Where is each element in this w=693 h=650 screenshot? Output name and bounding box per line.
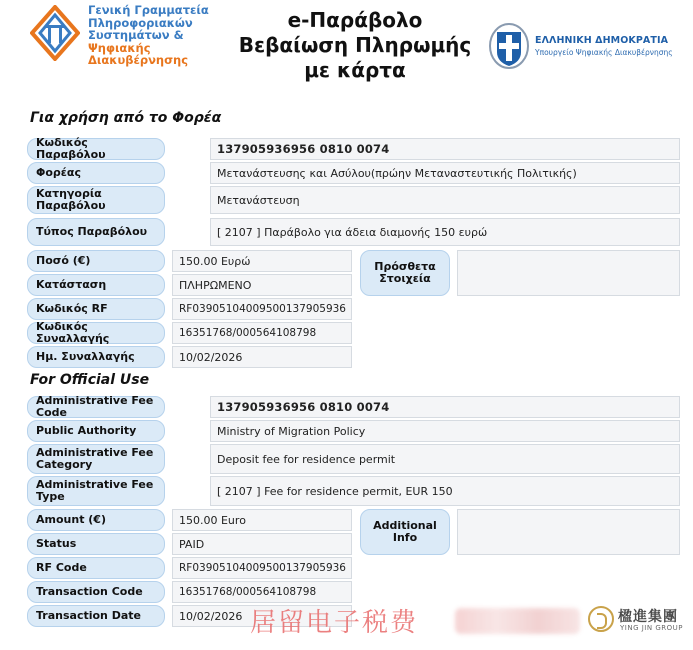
type-label-gr: Τύπος Παραβόλου (27, 218, 165, 246)
gr-subtitle: Υπουργείο Ψηφιακής Διακυβέρνησης (535, 48, 673, 57)
greek-section-title: Για χρήση από το Φορέα (30, 110, 222, 126)
yingjin-logo-icon (588, 606, 614, 632)
status-label-gr: Κατάσταση (27, 274, 165, 296)
title-line-3: με κάρτα (304, 58, 406, 82)
gsis-logo-icon (30, 5, 80, 61)
english-section-title: For Official Use (30, 372, 150, 388)
gr-title: ΕΛΛΗΝΙΚΗ ΔΗΜΟΚΡΑΤΙΑ (535, 35, 669, 46)
greek-coat-of-arms-icon (488, 22, 530, 70)
fee-code-label-gr: Κωδικός Παραβόλου (27, 138, 165, 160)
authority-label-gr: Φορέας (27, 162, 165, 184)
gsis-name (88, 4, 228, 67)
extra-info-value-gr (457, 250, 680, 296)
gsis-line-2: Πληροφοριακών (88, 15, 193, 30)
status-value-gr: ΠΛΗΡΩΜΕΝΟ (172, 274, 352, 296)
gsis-line-1: Γενική Γραμματεία (88, 3, 209, 17)
type-label-en: Administrative Fee Type (27, 476, 165, 506)
category-label-en: Administrative Fee Category (27, 444, 165, 474)
txn-date-label-gr: Ημ. Συναλλαγής (27, 346, 165, 368)
rf-value-en: RF03905104009500137905936 (172, 557, 352, 579)
category-value-gr: Μετανάστευση (210, 186, 680, 214)
amount-label-gr: Ποσό (€) (27, 250, 165, 272)
title-line-1: e-Παράβολο (287, 8, 423, 32)
hellenic-republic-label (535, 35, 675, 57)
category-value-en: Deposit fee for residence permit (210, 444, 680, 474)
txn-code-label-en: Transaction Code (27, 581, 165, 603)
amount-value-en: 150.00 Euro (172, 509, 352, 531)
txn-date-label-en: Transaction Date (27, 605, 165, 627)
rf-label-en: RF Code (27, 557, 165, 579)
rf-label-gr: Κωδικός RF (27, 298, 165, 320)
category-label-gr: Κατηγορία Παραβόλου (27, 186, 165, 214)
amount-label-en: Amount (€) (27, 509, 165, 531)
document-header (0, 0, 693, 100)
txn-date-value-gr: 10/02/2026 (172, 346, 352, 368)
title-line-2: Βεβαίωση Πληρωμής (238, 33, 472, 57)
txn-date-value-en: 10/02/2026 (172, 605, 352, 627)
fee-code-value-gr: 137905936956 0810 0074 (210, 138, 680, 160)
txn-code-value-en: 16351768/000564108798 (172, 581, 352, 603)
watermark-chinese-text: 居留电子税费 (250, 608, 419, 638)
type-value-gr: [ 2107 ] Παράβολο για άδεια διαμονής 150 ευρώ (210, 218, 680, 246)
amount-value-gr: 150.00 Ευρώ (172, 250, 352, 272)
rf-value-gr: RF03905104009500137905936 (172, 298, 352, 320)
extra-info-label-gr: Πρόσθετα Στοιχεία (360, 250, 450, 296)
authority-value-gr: Μετανάστευσης και Ασύλου(πρώην Μεταναστευτικής Πολιτικής) (210, 162, 680, 184)
status-label-en: Status (27, 533, 165, 555)
txn-code-value-gr: 16351768/000564108798 (172, 322, 352, 344)
extra-info-value-en (457, 509, 680, 555)
txn-code-label-gr: Κωδικός Συναλλαγής (27, 322, 165, 344)
document-title (225, 8, 485, 83)
gsis-line-4: Ψηφιακής Διακυβέρνησης (88, 40, 189, 67)
type-value-en: [ 2107 ] Fee for residence permit, EUR 150 (210, 476, 680, 506)
fee-code-label-en: Administrative Fee Code (27, 396, 165, 418)
blurred-watermark (455, 608, 580, 634)
extra-info-label-en: Additional Info (360, 509, 450, 555)
gsis-line-3: Συστημάτων & (88, 28, 184, 42)
fee-code-value-en: 137905936956 0810 0074 (210, 396, 680, 418)
company-name-cn: 楹進集團 (618, 609, 678, 625)
authority-label-en: Public Authority (27, 420, 165, 442)
authority-value-en: Ministry of Migration Policy (210, 420, 680, 442)
status-value-en: PAID (172, 533, 352, 555)
company-name-en: YING JIN GROUP (620, 624, 683, 632)
